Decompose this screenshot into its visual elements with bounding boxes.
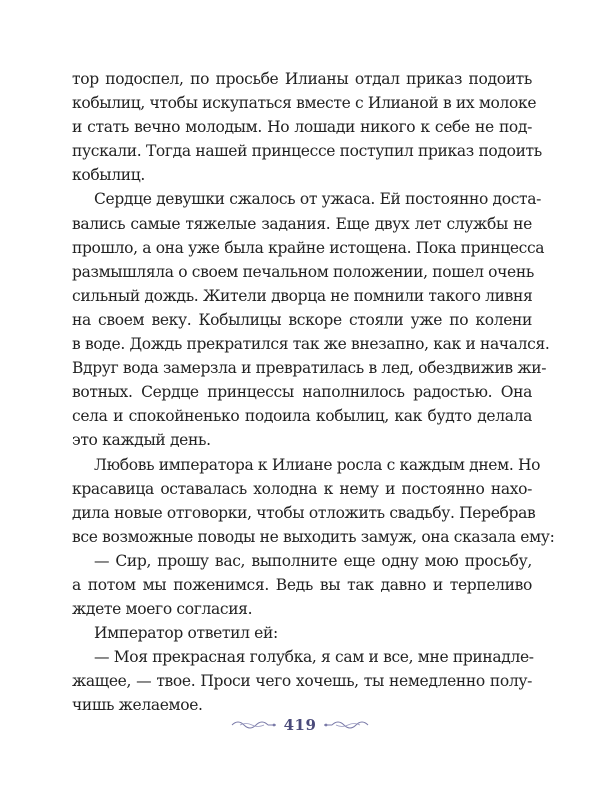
text-line: на своем веку. Кобылицы вскоре стояли уже по колени (72, 310, 532, 329)
right-ornament-icon (322, 718, 370, 732)
text-line: — Моя прекрасная голубка, я сам и все, мне принадле- (94, 648, 534, 667)
text-line: сильный дождь. Жители дворца не помнили такого ливня (72, 286, 533, 305)
page-number: 419 (283, 716, 317, 734)
text-line: вотных. Сердце принцессы наполнилось радостью. Она (72, 383, 532, 402)
text-line: дила новые отговорки, чтобы отложить свадьбу. Перебрав (72, 503, 536, 522)
text-line: ждете моего согласия. (72, 600, 253, 619)
text-line: села и спокойненько подоила кобылиц, как будто делала (72, 407, 532, 426)
text-line: Император ответил ей: (94, 624, 278, 643)
text-line: Сердце девушки сжалось от ужаса. Ей постоянно доста- (94, 190, 542, 209)
text-line: тор подоспел, по просьбе Илианы отдал приказ подоить (72, 70, 532, 88)
text-line: — Сир, прошу вас, выполните еще одну мою просьбу, (94, 551, 532, 570)
text-line: кобылиц. (72, 166, 145, 185)
text-line: размышляла о своем печальном положении, пошел очень (72, 262, 534, 281)
text-line: и стать вечно молодым. Но лошади никого к себе не под- (72, 118, 532, 137)
text-line: а потом мы поженимся. Ведь вы так давно и терпеливо (72, 575, 532, 594)
text-line: прошло, а она уже была крайне истощена. Пока принцесса (72, 238, 545, 257)
text-line: Вдруг вода замерзла и превратилась в лед, обездвижив жи- (72, 359, 547, 378)
text-line: кобылиц, чтобы искупаться вместе с Илианой в их молоке (72, 94, 537, 113)
text-line: в воде. Дождь прекратился так же внезапно, как и начался. (72, 335, 550, 354)
text-line: чишь желаемое. (72, 696, 203, 715)
left-ornament-icon (230, 718, 278, 732)
text-line: красавица оставалась холодна к нему и постоянно нахо- (72, 479, 532, 498)
text-line: это каждый день. (72, 431, 211, 450)
text-line: жащее, — твое. Проси чего хочешь, ты немедленно полу- (72, 672, 532, 691)
text-line: Любовь императора к Илиане росла с каждым днем. Но (94, 455, 541, 474)
text-line: все возможные поводы не выходить замуж, она сказала ему: (72, 527, 555, 546)
text-line: вались самые тяжелые задания. Еще двух лет службы не (72, 214, 532, 233)
text-line: пускали. Тогда нашей принцессе поступил приказ подоить (72, 142, 542, 161)
page-footer (0, 712, 600, 738)
body-text (72, 67, 555, 718)
